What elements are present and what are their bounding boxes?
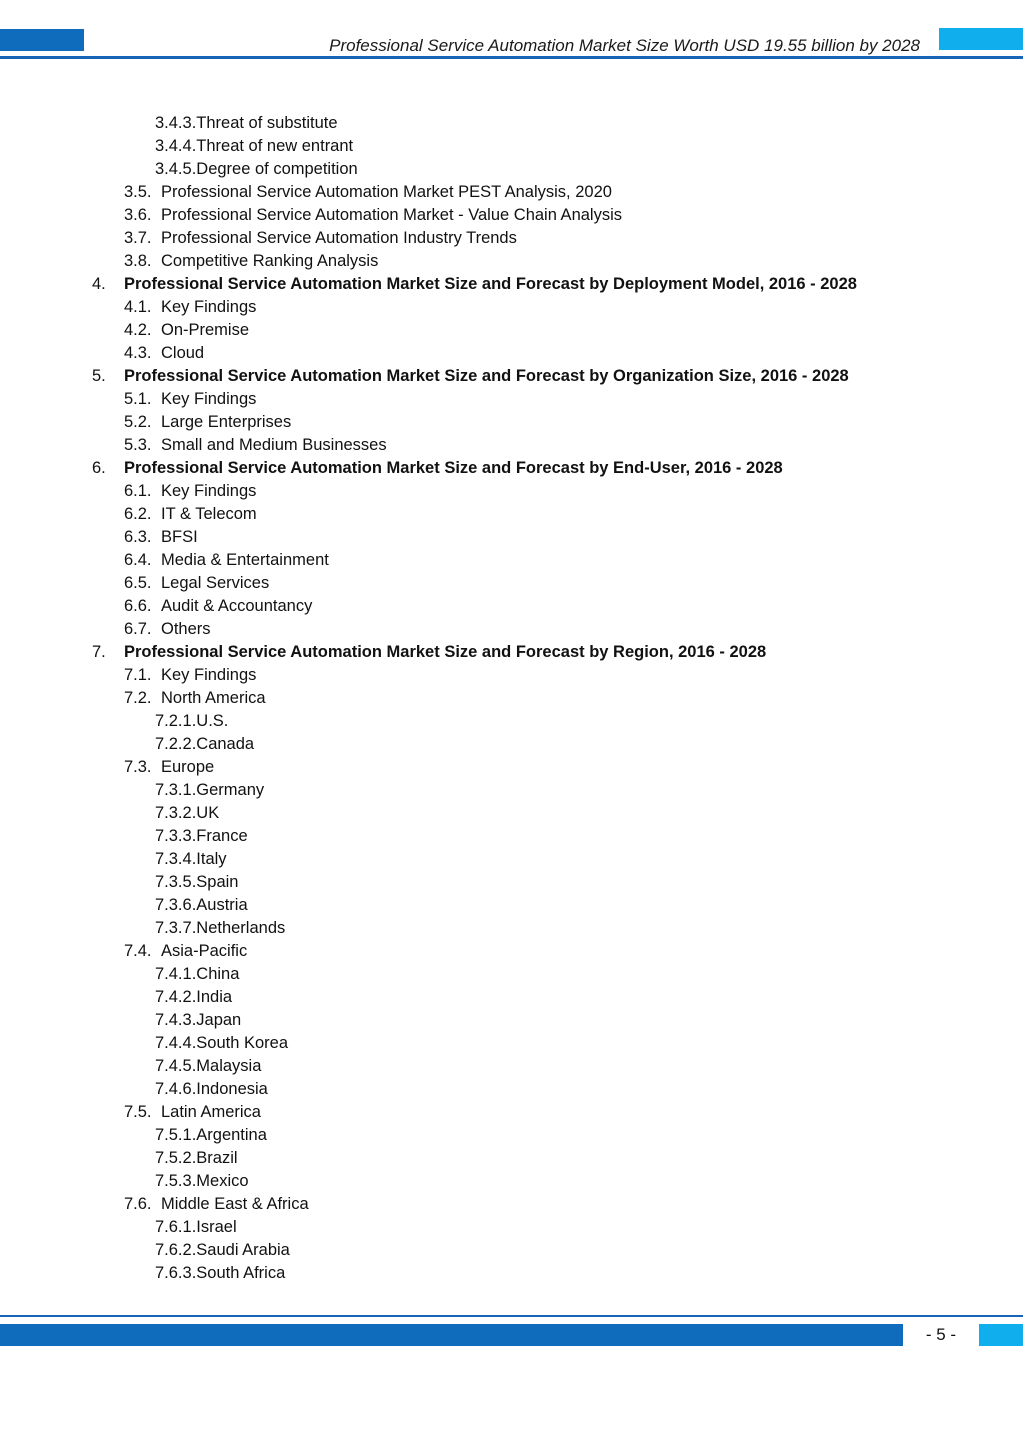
toc-subsection xyxy=(0,917,1023,940)
toc-entry-number: 7.3. xyxy=(124,758,152,776)
toc-entry-label: BFSI xyxy=(161,528,198,546)
toc-entry-number: 7.2. xyxy=(124,689,152,707)
toc-entry-label: Professional Service Automation Market - Value Chain Analysis xyxy=(161,206,623,224)
toc-entry-label: Professional Service Automation Market Size and Forecast by End-User, 2016 - 2028 xyxy=(124,459,783,477)
toc-entry-number: 5.2. xyxy=(124,413,152,431)
toc-chapter xyxy=(0,273,1023,296)
toc-subsection xyxy=(0,158,1023,181)
toc-entry-label: Large Enterprises xyxy=(161,413,292,431)
page-header-title: Professional Service Automation Market Size Worth USD 19.55 billion by 2028 xyxy=(329,36,920,55)
toc-section xyxy=(0,480,1023,503)
toc-entry-label: 7.3.2.UK xyxy=(155,804,220,822)
page-number: - 5 - xyxy=(925,1325,957,1344)
toc-entry-label: Key Findings xyxy=(161,390,257,408)
toc-subsection xyxy=(0,894,1023,917)
toc-entry-label: 7.6.1.Israel xyxy=(155,1218,237,1236)
toc-section xyxy=(0,204,1023,227)
toc-entry-label: 7.3.5.Spain xyxy=(155,873,239,891)
toc-entry-label: 7.4.3.Japan xyxy=(155,1011,242,1029)
toc-entry-label: Asia-Pacific xyxy=(161,942,248,960)
toc-section xyxy=(0,181,1023,204)
toc-entry-number: 3.6. xyxy=(124,206,152,224)
toc-entry-number: 3.8. xyxy=(124,252,152,270)
toc-entry-number: 7.6. xyxy=(124,1195,152,1213)
toc-section xyxy=(0,1193,1023,1216)
toc-entry-label: 7.3.3.France xyxy=(155,827,248,845)
toc-entry-label: 7.5.1.Argentina xyxy=(155,1126,267,1144)
toc-entry-number: 6.3. xyxy=(124,528,152,546)
toc-entry-label: On-Premise xyxy=(161,321,250,339)
toc-section xyxy=(0,618,1023,641)
toc-subsection xyxy=(0,1170,1023,1193)
toc-entry-label: 7.3.6.Austria xyxy=(155,896,248,914)
toc-entry-number: 7.5. xyxy=(124,1103,152,1121)
toc-section xyxy=(0,664,1023,687)
toc-entry-number: 5. xyxy=(92,367,106,385)
table-of-contents xyxy=(0,112,1023,1285)
toc-subsection xyxy=(0,1124,1023,1147)
toc-section xyxy=(0,572,1023,595)
toc-entry-number: 6. xyxy=(92,459,106,477)
header-right-accent-block xyxy=(939,28,1023,50)
toc-entry-label: 7.3.4.Italy xyxy=(155,850,227,868)
toc-entry-number: 4.1. xyxy=(124,298,152,316)
toc-entry-label: Legal Services xyxy=(161,574,270,592)
toc-subsection xyxy=(0,802,1023,825)
toc-entry-label: 3.4.4.Threat of new entrant xyxy=(155,137,354,155)
toc-section xyxy=(0,756,1023,779)
toc-entry-number: 5.1. xyxy=(124,390,152,408)
footer-rule xyxy=(0,1315,1023,1317)
toc-entry-number: 6.7. xyxy=(124,620,152,638)
toc-subsection xyxy=(0,112,1023,135)
toc-entry-label: 7.5.3.Mexico xyxy=(155,1172,249,1190)
toc-entry-number: 6.1. xyxy=(124,482,152,500)
toc-section xyxy=(0,549,1023,572)
toc-entry-label: Competitive Ranking Analysis xyxy=(161,252,379,270)
toc-subsection xyxy=(0,779,1023,802)
toc-entry-number: 7.4. xyxy=(124,942,152,960)
toc-entry-number: 4. xyxy=(92,275,106,293)
toc-entry-label: 7.4.1.China xyxy=(155,965,240,983)
toc-subsection xyxy=(0,135,1023,158)
toc-entry-label: 7.4.2.India xyxy=(155,988,233,1006)
toc-section xyxy=(0,526,1023,549)
toc-entry-number: 7.1. xyxy=(124,666,152,684)
toc-subsection xyxy=(0,1055,1023,1078)
footer-right-accent-block xyxy=(979,1324,1023,1346)
toc-subsection xyxy=(0,1009,1023,1032)
toc-entry-number: 4.3. xyxy=(124,344,152,362)
toc-entry-label: 7.2.1.U.S. xyxy=(155,712,229,730)
toc-section xyxy=(0,342,1023,365)
toc-entry-label: 3.4.5.Degree of competition xyxy=(155,160,358,178)
toc-entry-label: Middle East & Africa xyxy=(161,1195,309,1213)
toc-entry-number: 6.2. xyxy=(124,505,152,523)
toc-entry-label: Others xyxy=(161,620,211,638)
toc-entry-label: North America xyxy=(161,689,266,707)
toc-subsection xyxy=(0,733,1023,756)
toc-section xyxy=(0,940,1023,963)
toc-entry-number: 4.2. xyxy=(124,321,152,339)
toc-entry-label: 7.4.5.Malaysia xyxy=(155,1057,262,1075)
toc-entry-label: Cloud xyxy=(161,344,205,362)
toc-entry-label: 7.3.1.Germany xyxy=(155,781,265,799)
toc-entry-label: Professional Service Automation Market PEST Analysis, 2020 xyxy=(161,183,612,201)
toc-entry-label: 3.4.3.Threat of substitute xyxy=(155,114,338,132)
header-left-accent-block xyxy=(0,29,84,51)
toc-entry-number: 3.7. xyxy=(124,229,152,247)
toc-entry-number: 7. xyxy=(92,643,106,661)
toc-subsection xyxy=(0,1078,1023,1101)
toc-entry-number: 6.4. xyxy=(124,551,152,569)
toc-entry-label: 7.4.6.Indonesia xyxy=(155,1080,268,1098)
toc-entry-label: 7.3.7.Netherlands xyxy=(155,919,286,937)
toc-entry-label: Key Findings xyxy=(161,666,257,684)
header-rule xyxy=(0,56,1023,59)
toc-section xyxy=(0,227,1023,250)
toc-entry-label: Media & Entertainment xyxy=(161,551,329,569)
toc-entry-label: 7.4.4.South Korea xyxy=(155,1034,289,1052)
toc-entry-number: 3.5. xyxy=(124,183,152,201)
footer-bar xyxy=(0,1324,903,1346)
toc-subsection xyxy=(0,1032,1023,1055)
toc-section xyxy=(0,1101,1023,1124)
toc-entry-label: 7.6.3.South Africa xyxy=(155,1264,286,1282)
toc-subsection xyxy=(0,1239,1023,1262)
toc-entry-label: Professional Service Automation Market Size and Forecast by Organization Size, 2016 - 2028 xyxy=(124,367,849,385)
toc-section xyxy=(0,388,1023,411)
toc-subsection xyxy=(0,825,1023,848)
toc-entry-label: 7.5.2.Brazil xyxy=(155,1149,238,1167)
toc-section xyxy=(0,434,1023,457)
toc-section xyxy=(0,503,1023,526)
toc-entry-label: 7.6.2.Saudi Arabia xyxy=(155,1241,290,1259)
toc-entry-number: 5.3. xyxy=(124,436,152,454)
toc-entry-label: 7.2.2.Canada xyxy=(155,735,255,753)
toc-entry-number: 6.6. xyxy=(124,597,152,615)
toc-subsection xyxy=(0,1147,1023,1170)
toc-entry-label: Key Findings xyxy=(161,298,257,316)
toc-entry-label: Professional Service Automation Market Size and Forecast by Deployment Model, 2016 - 2028 xyxy=(124,275,857,293)
toc-subsection xyxy=(0,848,1023,871)
toc-section xyxy=(0,319,1023,342)
toc-subsection xyxy=(0,1216,1023,1239)
toc-subsection xyxy=(0,1262,1023,1285)
toc-chapter xyxy=(0,457,1023,480)
toc-subsection xyxy=(0,710,1023,733)
toc-entry-number: 6.5. xyxy=(124,574,152,592)
toc-section xyxy=(0,250,1023,273)
toc-entry-label: Key Findings xyxy=(161,482,257,500)
toc-subsection xyxy=(0,963,1023,986)
toc-entry-label: Professional Service Automation Industry Trends xyxy=(161,229,517,247)
toc-section xyxy=(0,411,1023,434)
toc-entry-label: Small and Medium Businesses xyxy=(161,436,387,454)
toc-chapter xyxy=(0,365,1023,388)
toc-subsection xyxy=(0,871,1023,894)
toc-entry-label: Latin America xyxy=(161,1103,261,1121)
toc-chapter xyxy=(0,641,1023,664)
toc-section xyxy=(0,595,1023,618)
toc-entry-label: Professional Service Automation Market Size and Forecast by Region, 2016 - 2028 xyxy=(124,643,767,661)
toc-entry-label: IT & Telecom xyxy=(161,505,257,523)
toc-section xyxy=(0,296,1023,319)
toc-subsection xyxy=(0,986,1023,1009)
toc-entry-label: Europe xyxy=(161,758,215,776)
toc-entry-label: Audit & Accountancy xyxy=(161,597,313,615)
toc-section xyxy=(0,687,1023,710)
